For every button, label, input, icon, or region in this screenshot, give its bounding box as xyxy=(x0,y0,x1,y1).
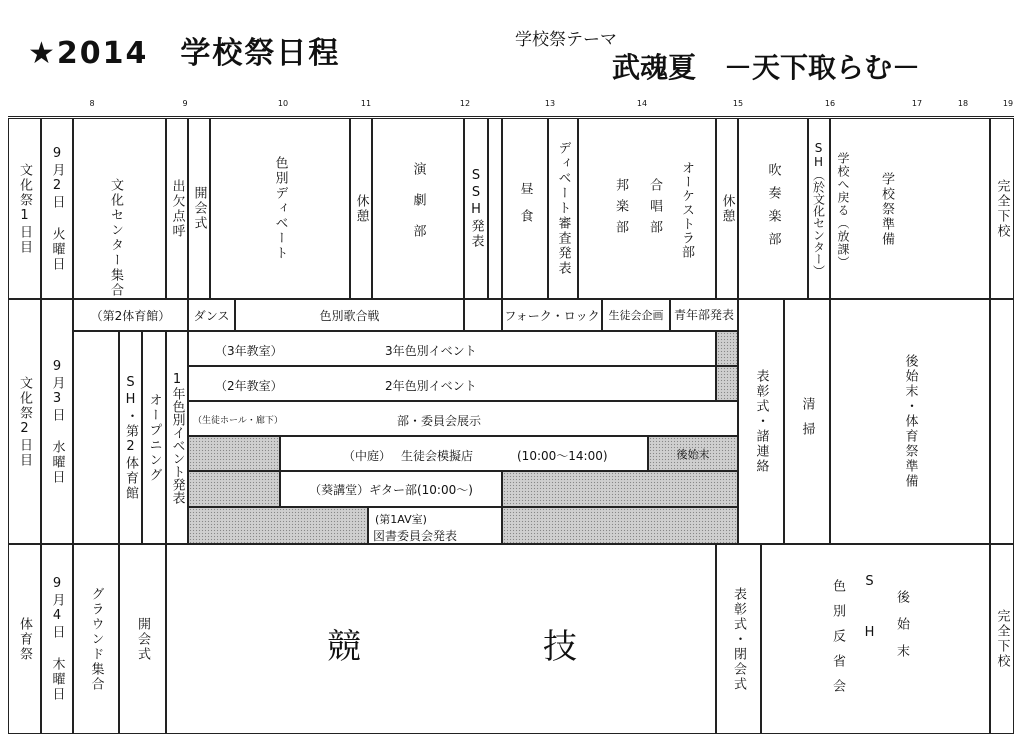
day2-av-shade-right xyxy=(502,507,738,544)
tick-label: 19 xyxy=(1002,99,1014,108)
tick-label: 10 xyxy=(277,99,289,108)
day2-av-shade xyxy=(188,507,368,544)
day3-dismiss: 完全下校 xyxy=(990,544,1014,734)
day1-assembly: 文化センター集合 xyxy=(73,118,166,299)
day2-court-evt: 生徒会模擬店 xyxy=(401,449,474,463)
day1-return-school: 学校へ戻る（放課） xyxy=(836,151,850,269)
day3-reflect: 色別反省会 xyxy=(830,578,845,704)
day1-debate: 色別ディベート xyxy=(210,118,350,299)
tick-label: 13 xyxy=(544,99,556,108)
tick-label: 15 xyxy=(732,99,744,108)
day2-after: 後始末・体育祭準備 xyxy=(830,299,990,544)
day2-date: 9月3日 水曜日 xyxy=(41,299,73,544)
day2-student-council: 生徒会企画 xyxy=(602,299,670,331)
day1-prep-block xyxy=(830,118,990,299)
day2-award: 表彰式・諸連絡 xyxy=(738,299,784,544)
tick-label: 11 xyxy=(360,99,372,108)
day2-court-row xyxy=(280,436,648,471)
day2-dance: ダンス xyxy=(188,299,235,331)
day2-clean: 清掃 xyxy=(784,299,830,544)
day2-cleanup: 後始末 xyxy=(648,436,738,471)
day2-grade1: 1年色別イベント発表 xyxy=(166,331,188,544)
day2-auditorium: （葵講堂）ギター部(10:00～) xyxy=(280,471,502,507)
day2-youth: 青年部発表 xyxy=(670,299,738,331)
day1-debate-result: ディベート審査発表 xyxy=(548,118,578,299)
day1-rollcall: 出欠点呼 xyxy=(166,118,188,299)
day2-hall-row xyxy=(188,401,738,436)
day3-award: 表彰式・閉会式 xyxy=(716,544,761,734)
day1-gap xyxy=(488,118,502,299)
day2-av-loc: (第1AV室) xyxy=(375,513,427,526)
day2-court-shade xyxy=(188,436,280,471)
day2-right-blank xyxy=(990,299,1014,544)
day1-prep: 学校祭準備 xyxy=(879,171,894,247)
day1-brass: 吹奏楽部 xyxy=(738,118,808,299)
day2-r3-row xyxy=(188,331,716,366)
day3-compete-1: 競 xyxy=(327,627,361,667)
day2-gym2: （第2体育館） xyxy=(73,299,188,331)
day1-opening: 開会式 xyxy=(188,118,210,299)
tick-label: 18 xyxy=(957,99,969,108)
tick-label: 14 xyxy=(636,99,648,108)
day1-chorus: 合唱部 xyxy=(647,177,662,241)
theme-label: 学校祭テーマ xyxy=(515,30,617,50)
day2-r2-row xyxy=(188,366,716,401)
day2-hall-evt: 部・委員会展示 xyxy=(397,414,482,428)
day1-break1: 休憩 xyxy=(350,118,372,299)
day2-top-gap xyxy=(464,299,502,331)
day2-r2-shade xyxy=(716,366,738,401)
day1-dismiss: 完全下校 xyxy=(990,118,1014,299)
tick-label: 16 xyxy=(824,99,836,108)
day3-after: 後始末 xyxy=(894,589,909,671)
tick-label: 9 xyxy=(182,99,188,108)
day3-sh: SH xyxy=(862,574,877,676)
day1-name: 文化祭1日目 xyxy=(8,118,41,299)
day1-sh-culture: SH（於文化センター） xyxy=(808,118,830,299)
day2-r2-loc: （2年教室） xyxy=(215,379,283,393)
day2-name: 文化祭2日目 xyxy=(8,299,41,544)
day2-court-loc: （中庭） xyxy=(343,449,392,463)
day2-blank-left xyxy=(73,331,119,544)
page-title: ★2014 学校祭日程 xyxy=(28,36,341,71)
day2-aud-shade-right xyxy=(502,471,738,507)
day2-hall-loc: （生徒ホール・廊下） xyxy=(193,416,283,426)
day2-aud-shade xyxy=(188,471,280,507)
tick-label: 17 xyxy=(911,99,923,108)
day1-date: 9月2日 火曜日 xyxy=(41,118,73,299)
theme-text: 武魂夏 －天下取らむ－ xyxy=(612,51,921,84)
day2-chorus-battle: 色別歌合戦 xyxy=(235,299,464,331)
day3-date: 9月4日 木曜日 xyxy=(41,544,73,734)
day1-orchestra: オーケストラ部 xyxy=(679,161,694,259)
day1-lunch: 昼食 xyxy=(502,118,548,299)
day2-court-time: (10:00～14:00) xyxy=(517,449,608,463)
day1-break2: 休憩 xyxy=(716,118,738,299)
tick-label: 8 xyxy=(89,99,95,108)
day2-r3-loc: （3年教室） xyxy=(215,344,283,358)
day2-r3-evt: 3年色別イベント xyxy=(385,344,477,358)
day2-folk: フォーク・ロック xyxy=(502,299,602,331)
day3-end-block xyxy=(761,544,990,734)
day3-opening: 開会式 xyxy=(119,544,166,734)
day2-av-evt: 図書委員会発表 xyxy=(373,529,458,543)
day1-ssh: SSH発表 xyxy=(464,118,488,299)
day3-ground: グラウンド集合 xyxy=(73,544,119,734)
day1-hougaku: 邦楽部 xyxy=(613,177,628,241)
day3-compete xyxy=(166,544,716,734)
tick-label: 12 xyxy=(459,99,471,108)
day3-compete-2: 技 xyxy=(543,627,577,667)
day2-av-row xyxy=(368,507,502,544)
day2-opening: オープニング xyxy=(142,331,166,544)
day2-sh-gym: SH・第2体育館 xyxy=(119,331,142,544)
day3-name: 体育祭 xyxy=(8,544,41,734)
day1-clubs xyxy=(578,118,716,299)
day2-r2-evt: 2年色別イベント xyxy=(385,379,477,393)
day2-r3-shade xyxy=(716,331,738,366)
day1-drama: 演劇部 xyxy=(372,118,464,299)
